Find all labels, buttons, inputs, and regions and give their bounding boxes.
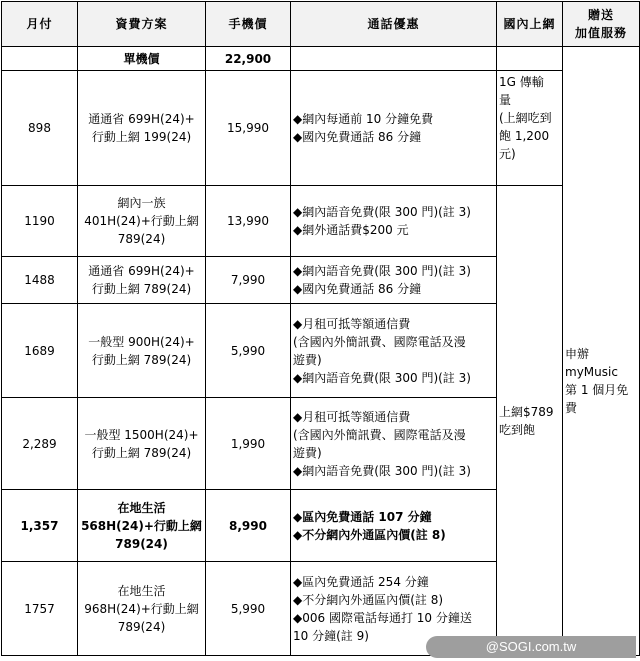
header-plan: 資費方案: [78, 2, 206, 47]
plan-cell: 一般型 1500H(24)+ 行動上網 789(24): [78, 398, 206, 490]
plan-cell: 通通省 699H(24)+ 行動上網 789(24): [78, 257, 206, 304]
price-cell: 15,990: [206, 71, 291, 186]
call-cell: ◆區內免費通話 254 分鐘 ◆不分網內外通區內價(註 8) ◆006 國際電話每通打 10 分鐘送 10 分鐘(註 9): [291, 562, 497, 656]
price-cell: 13,990: [206, 186, 291, 257]
bare-row: [2, 47, 640, 71]
plan-table: [1, 1, 640, 656]
gift-line: 第 1 個月免: [565, 383, 629, 397]
plan-cell: 通通省 699H(24)+ 行動上網 199(24): [78, 71, 206, 186]
data-cell-first: 1G 傳輸 量 (上網吃到 飽 1,200 元): [497, 71, 563, 186]
price-cell: 7,990: [206, 257, 291, 304]
header-gift-line2: 加值服務: [574, 26, 627, 40]
plan-cell: 一般型 900H(24)+ 行動上網 789(24): [78, 304, 206, 398]
table-row: [2, 186, 640, 257]
monthly-cell: 898: [2, 71, 78, 186]
call-cell: ◆月租可抵等額通信費 (含國內外簡訊費、國際電話及漫 遊費) ◆網內語音免費(限 300 門)(註 3): [291, 304, 497, 398]
monthly-cell: 2,289: [2, 398, 78, 490]
price-cell: 5,990: [206, 562, 291, 656]
plan-cell: 在地生活 968H(24)+行動上網 789(24): [78, 562, 206, 656]
header-gift-line1: 贈送: [587, 8, 614, 22]
header-price: 手機價: [206, 2, 291, 47]
monthly-cell: 1,357: [2, 490, 78, 562]
gift-line: 申辦: [565, 347, 590, 361]
gift-line: 費: [565, 401, 578, 415]
call-cell: ◆網內語音免費(限 300 門)(註 3) ◆網外通話費$200 元: [291, 186, 497, 257]
header-monthly: 月付: [2, 2, 78, 47]
data-cell-rest: 上網$789 吃到飽: [497, 186, 563, 656]
call-cell: ◆網內語音免費(限 300 門)(註 3) ◆國內免費通話 86 分鐘: [291, 257, 497, 304]
monthly-cell: 1757: [2, 562, 78, 656]
header-gift: [563, 2, 640, 47]
plan-cell: 網內一族 401H(24)+行動上網 789(24): [78, 186, 206, 257]
price-cell: 1,990: [206, 398, 291, 490]
monthly-cell: 1689: [2, 304, 78, 398]
call-cell: ◆月租可抵等額通信費 (含國內外簡訊費、國際電話及漫 遊費) ◆網內語音免費(限 300 門)(註 3): [291, 398, 497, 490]
monthly-cell: 1488: [2, 257, 78, 304]
call-cell: ◆區內免費通話 107 分鐘 ◆不分網內外通區內價(註 8): [291, 490, 497, 562]
gift-cell: [563, 47, 640, 656]
gift-line: myMusic: [565, 365, 618, 379]
price-cell: 8,990: [206, 490, 291, 562]
watermark-logo: @SOGI.com.tw: [426, 636, 636, 658]
table-row: [2, 71, 640, 186]
call-cell: ◆網內每通前 10 分鐘免費 ◆國內免費通話 86 分鐘: [291, 71, 497, 186]
price-cell: 5,990: [206, 304, 291, 398]
plan-cell: 在地生活 568H(24)+行動上網 789(24): [78, 490, 206, 562]
monthly-cell: 1190: [2, 186, 78, 257]
bare-label: 單機價: [78, 47, 206, 71]
header-row: [2, 2, 640, 47]
header-call: 通話優惠: [291, 2, 497, 47]
bare-price: 22,900: [206, 47, 291, 71]
header-data: 國內上網: [497, 2, 563, 47]
